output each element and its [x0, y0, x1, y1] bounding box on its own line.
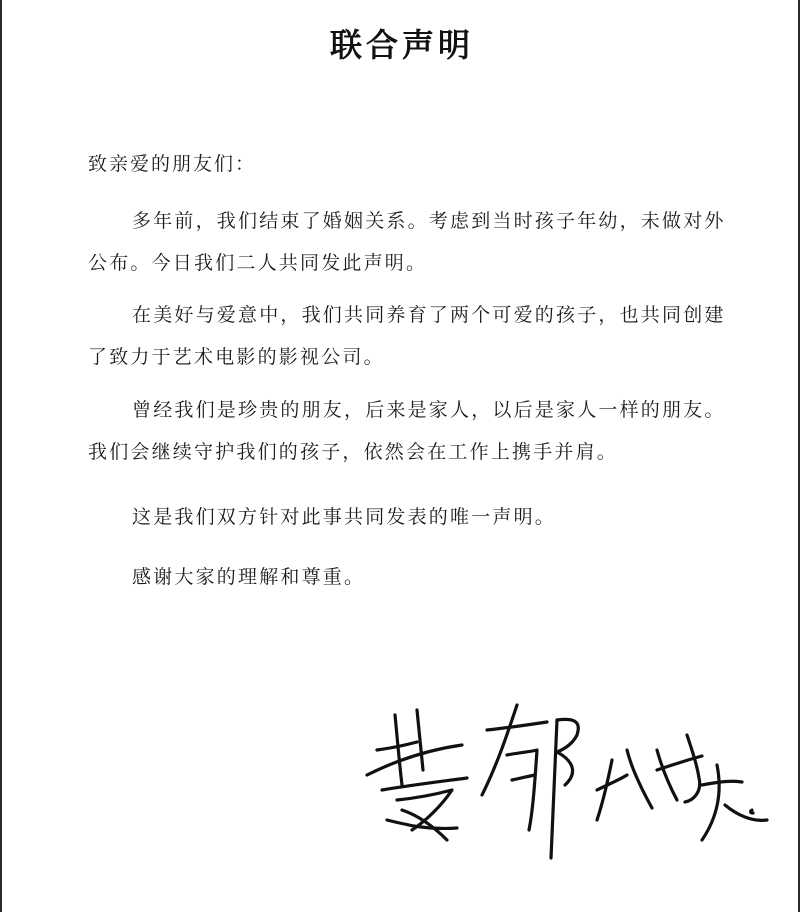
paragraph-4: 这是我们双方针对此事共同发表的唯一声明。	[132, 506, 557, 528]
paragraph-3: 曾经我们是珍贵的朋友，后来是家人，以后是家人一样的朋友。我们会继续守护我们的孩子，依然会在工作上携手并肩。	[88, 399, 726, 463]
page-title: 联合声明	[329, 26, 474, 64]
salutation: 致亲爱的朋友们：	[88, 153, 257, 175]
handwritten-signature	[357, 690, 777, 870]
paragraph-1: 多年前，我们结束了婚姻关系。考虑到当时孩子年幼，未做对外公布。今日我们二人共同发此声明。	[88, 210, 726, 274]
paragraph-2: 在美好与爱意中，我们共同养育了两个可爱的孩子，也共同创建了致力于艺术电影的影视公司。	[88, 304, 726, 368]
paragraph-5: 感谢大家的理解和尊重。	[132, 566, 366, 588]
